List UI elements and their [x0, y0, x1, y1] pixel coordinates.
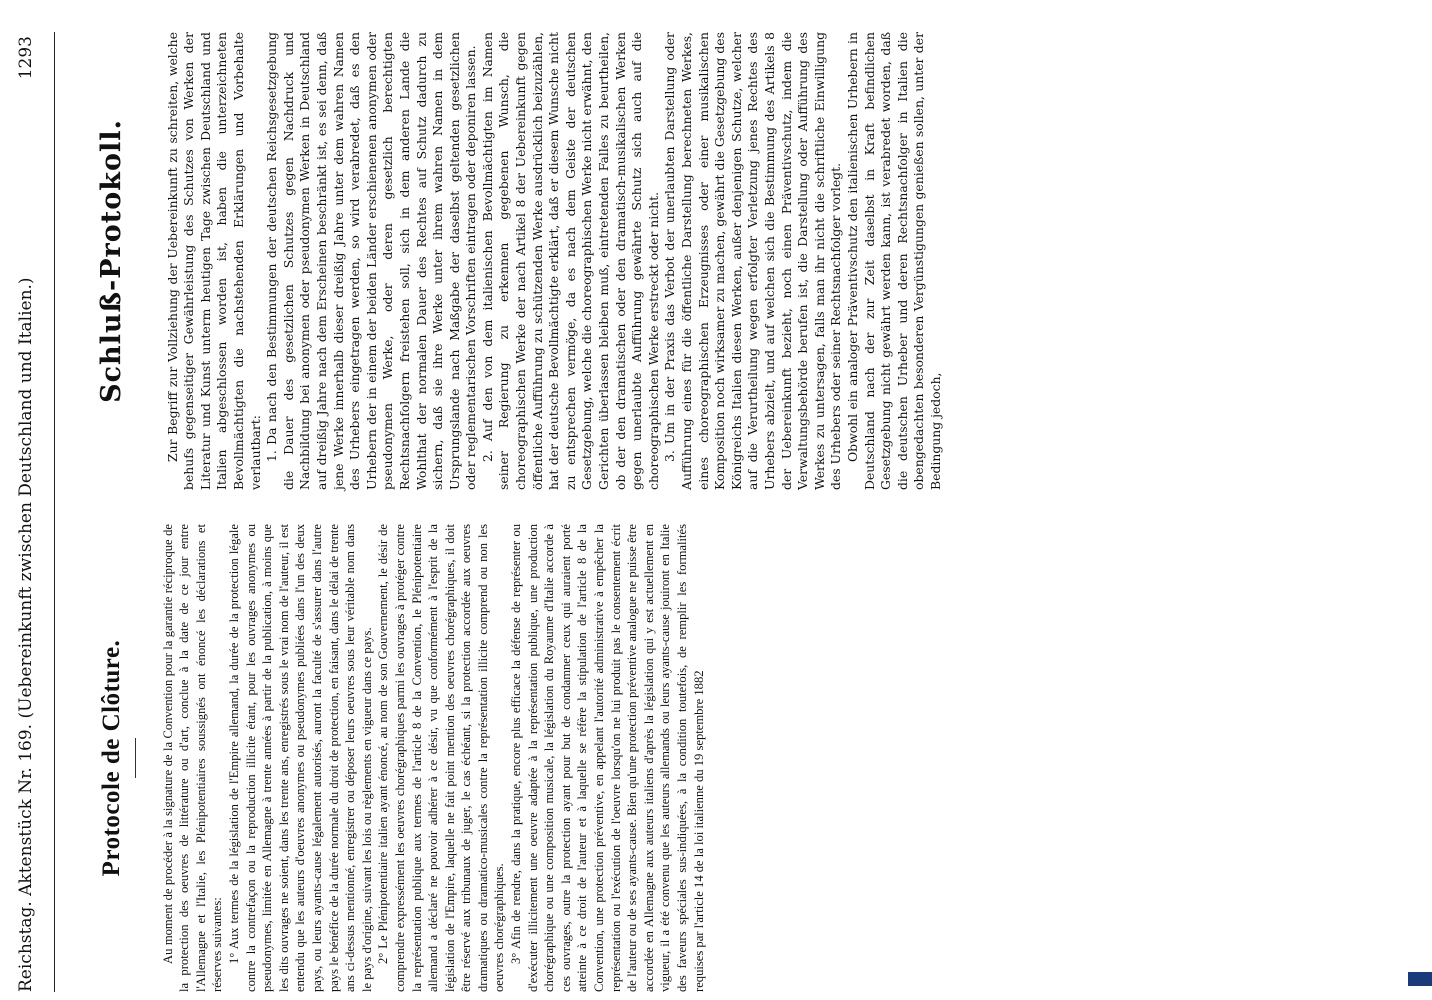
- digitization-note: [1414, 70, 1430, 990]
- german-paragraph: 3. Um in der Praxis das Verbot der unerlaubten Darstellung oder Aufführung eines für die öffentliche Darstellung berechneten Werkes, eines choreographischen Erzeugnisses oder einer musikalischen Komposition noch wirksamer zu machen, gewährt die Gesetzgebung des Königreichs Italien diesen Werken, außer denjenigen Schutze, welcher auf die Verurtheilung wegen erfolgter Verletzung jenes Rechtes des Urhebers abzielt, und auf welchen sich die Bestimmung des Artikels 8 der Uebereinkunft bezieht, noch einen Präventivschutz, indem die Verwaltungsbehörde berufen ist, die Darstellung oder Aufführung des Werkes zu untersagen, falls man ihr nicht die schriftliche Einwilligung des Urhebers oder seiner Rechtsnachfolger vorlegt.: [662, 32, 844, 490]
- title-spacer: [135, 32, 165, 490]
- german-title: Schluß-Protokoll.: [96, 119, 127, 403]
- header-title: Reichstag. Aktenstück Nr. 169. (Uebereinkunft zwischen Deutschland und Italien.): [16, 277, 36, 992]
- dfg-logo: [1408, 972, 1432, 986]
- german-column: [78, 32, 945, 490]
- header-rule: [54, 32, 55, 992]
- german-paragraph: Obwohl ein analoger Präventivschutz den italienischen Urhebern in Deutschland nach der zur Zeit daselbst in Kraft befindlichen Gesetzgebung nicht gewährt werden kann, ist verabredet worden, daß die deutschen Urheber und deren Rechtsnachfolger in Italien die obengedachten besonderen Vergünstigungen genießen sollen, unter der Bedingung jedoch,: [844, 32, 943, 490]
- french-paragraph: 2° Le Plénipotentiaire italien ayant énoncé, au nom de son Gouvernement, le désir de comprendre expressément les oeuvres chorégraphiques parmi les ouvrages à protéger contre la représentation publique aux termes de l'article 8 de la Convention, le Plénipotentiaire allemand a déclaré ne pouvoir adhérer à ce désir, vu que conformément à l'esprit de la législation de l'Empire, laquelle ne fait point mention des oeuvres chorégraphiques, il doit être réservé aux tribunaux de juger, le cas échéant, si la protection accordée aux oeuvres dramatiques ou dramatico-musicales contre la représentation illicite comprend ou non les oeuvres chorégraphiques.: [376, 524, 507, 992]
- french-column: [78, 524, 707, 992]
- page-header: [8, 32, 48, 992]
- page-number: 1293: [16, 36, 36, 80]
- french-paragraph: 3° Afin de rendre, dans la pratique, encore plus efficace la défense de représenter ou d'exécuter illicitement une oeuvre adaptée à la représentation publique, une production chorégraphique ou une composition musicale, la législation du Royaume d'Italie accorde à ces ouvrages, outre la protection ayant pour but de condamner ceux qui auraient porté atteinte à ce droit de l'auteur et à laquelle se réfère la stipulation de l'article 8 de la Convention, une protection préventive, en appelant l'autorité administrative à empêcher la représentation ou l'exécution de l'oeuvre lorsqu'on ne lui produit pas le consentement écrit de l'auteur ou de ses ayants-cause. Bien qu'une protection préventive analogue ne puisse être accordée en Allemagne aux auteurs italiens d'après la législation qui y est actuellement en vigueur, il a été convenu que les auteurs allemands ou leurs ayants-cause jouiront en Italie des faveurs spéciales sus-indiquées, à la condition toutefois, de remplir les formalités requises par l'article 14 de la loi italienne du 19 septembre 1882: [509, 524, 706, 992]
- title-divider: [135, 738, 136, 778]
- french-paragraph: 1° Aux termes de la législation de l'Empire allemand, la durée de la protection légale contre la contrefaçon ou la reproduction illicite étant, pour les ouvrages anonymes ou pseudonymes, limitée en Allemagne à trente années à partir de la publication, à moins que les dits ouvrages ne soient, dans les trente ans, enregistrés sous le vrai nom de l'auteur, il est entendu que les auteurs d'oeuvres anonymes ou pseudonymes publiées dans l'un des deux pays, ou leurs ayants-cause légalement autorisés, auront la faculté de s'assurer dans l'autre pays le bénéfice de la durée normale du droit de protection, en faisant, dans le délai de trente ans ci-dessus mentionné, enregistrer ou déposer leurs oeuvres sous leur véritable nom dans le pays d'origine, suivant les lois ou règlements en vigueur dans ce pays.: [226, 524, 374, 992]
- german-paragraph: 1. Da nach den Bestimmungen der deutschen Reichsgesetzgebung die Dauer des gesetzlichen Schutzes gegen Nachdruck und Nachbildung bei anonymen oder pseudonymen Werken in Deutschland auf dreißig Jahre nach dem Erscheinen beschränkt ist, es sei denn, daß jene Werke innerhalb dieser dreißig Jahre unter dem wahren Namen des Urhebers eingetragen werden, so wird verabredet, daß es den Urhebern der in einem der beiden Länder erschienenen anonymen oder pseudonymen Werke, oder deren gesetzlich berechtigten Rechtsnachfolgern freistehen soll, sich in dem anderen Lande die Wohlthat der normalen Dauer des Rechtes auf Schutz dadurch zu sichern, daß sie ihre Werke unter ihrem wahren Namen in dem Ursprungslande nach Maßgabe der daselbst geltenden gesetzlichen oder reglementarischen Vorschriften eintragen oder deponiren lassen.: [264, 32, 479, 490]
- german-paragraph: 2. Auf den von dem italienischen Bevollmächtigten im Namen seiner Regierung zu erkennen gegebenen Wunsch, die choreographischen Werke der nach Artikel 8 der Uebereinkunft gegen öffentliche Aufführung zu schützenden Werke ausdrücklich beizuzählen, hat der deutsche Bevollmächtigte erklärt, daß er diesem Wunsche nicht zu entsprechen vermöge, da es nach dem Geiste der deutschen Gesetzgebung, welche die choreographischen Werke nicht erwähnt, den Gerichten überlassen bleiben muß, eintretenden Falles zu beurtheilen, ob der den dramatischen oder den dramatisch-musikalischen Werken gegen unerlaubte Aufführung gewährte Schutz sich auch auf die choreographischen Werke erstreckt oder nicht.: [479, 32, 661, 490]
- german-paragraph: Zur Begriff zur Vollziehung der Uebereinkunft zu schreiten, welche behufs gegenseitiger Gewährleistung des Schutzes von Werken der Literatur und Kunst unterm heutigen Tage zwischen Deutschland und Italien abgeschlossen worden ist, haben die unterzeichneten Bevollmächtigten die nachstehenden Erklärungen und Vorbehalte verlautbart:: [164, 32, 263, 490]
- french-paragraph: Au moment de procéder à la signature de la Convention pour la garantie réciproque de la protection des oeuvres de littérature ou d'art, conclue à la date de ce jour entre l'Allemagne et l'Italie, les Plénipotentiaires soussignés ont énoncé les déclarations et réserves suivantes:: [160, 524, 225, 992]
- french-title: Protocole de Clôture.: [98, 639, 125, 877]
